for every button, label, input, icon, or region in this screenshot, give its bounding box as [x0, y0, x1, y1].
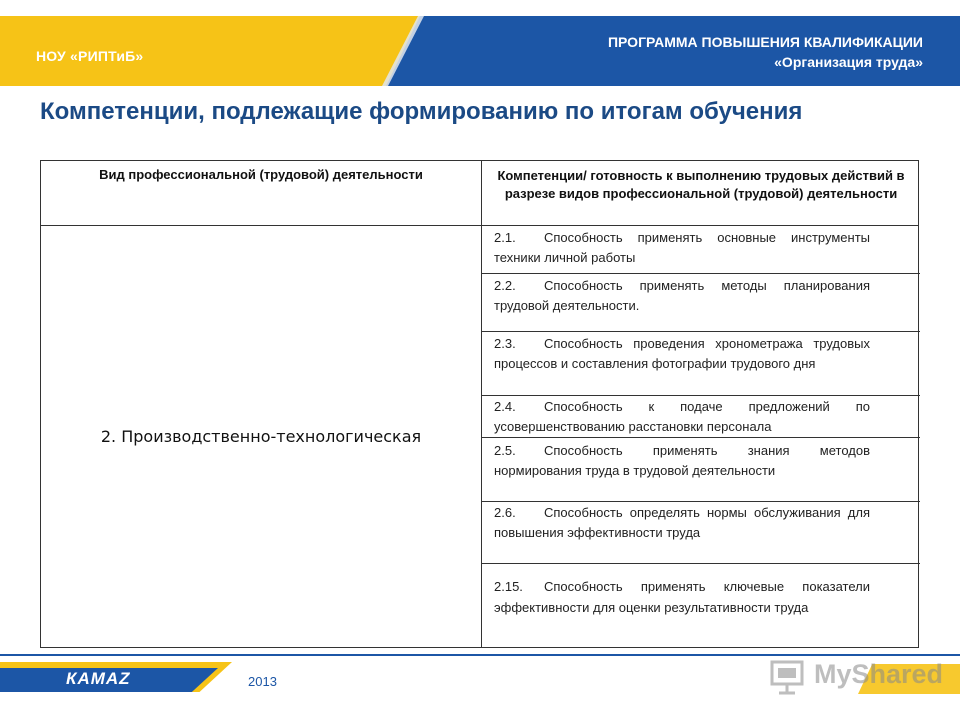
competency-number: 2.3. [494, 336, 516, 351]
header-blue-band [386, 16, 960, 86]
competency-number: 2.6. [494, 505, 516, 520]
competency-text: Способность к подаче предложений по усовершенствованию расстановки персонала [494, 399, 870, 434]
competency-text: Способность применять методы планирования трудовой деятельности. [494, 278, 870, 313]
competency-item [494, 441, 870, 481]
row-divider [481, 395, 920, 396]
presentation-icon [768, 656, 810, 696]
column-header-activity: Вид профессиональной (трудовой) деятельности [99, 167, 423, 182]
competency-item [494, 334, 870, 374]
header-row-divider [41, 225, 918, 226]
competency-item [494, 397, 870, 437]
watermark [768, 656, 944, 696]
row-divider [481, 501, 920, 502]
competency-item [494, 576, 870, 618]
competency-item [494, 228, 870, 268]
competency-item [494, 503, 870, 543]
org-name: НОУ «РИПТиБ» [36, 48, 144, 64]
program-title: ПРОГРАММА ПОВЫШЕНИЯ КВАЛИФИКАЦИИ [607, 34, 923, 50]
competency-item [494, 276, 870, 316]
competency-number: 2.5. [494, 443, 516, 458]
competency-text: Способность применять ключевые показатели эффективности для оценки результативности труда [494, 579, 870, 615]
column-header-competencies: Компетенции/ готовность к выполнению трудовых действий в разрезе видов профессиональной (трудовой) деятельности [497, 168, 905, 201]
page-title: Компетенции, подлежащие формированию по итогам обучения [40, 98, 803, 125]
competency-number: 2.1. [494, 230, 516, 245]
row-divider [481, 273, 920, 274]
row-divider [481, 331, 920, 332]
competency-number: 2.15. [494, 579, 523, 594]
competency-text: Способность определять нормы обслуживания для повышения эффективности труда [494, 505, 870, 540]
competency-text: Способность применять основные инструменты техники личной работы [494, 230, 870, 265]
footer-year: 2013 [248, 674, 277, 689]
competency-number: 2.4. [494, 399, 516, 414]
activity-type-cell: 2. Производственно-технологическая [100, 427, 422, 446]
column-divider [481, 161, 482, 647]
kamaz-logo: КАМАZ [66, 669, 131, 688]
watermark-text: MyShared [814, 659, 944, 689]
competency-text: Способность проведения хронометража трудовых процессов и составления фотографии трудового дня [494, 336, 870, 371]
competency-number: 2.2. [494, 278, 516, 293]
row-divider [481, 563, 920, 564]
program-subtitle: «Организация труда» [774, 54, 923, 70]
row-divider [481, 437, 920, 438]
competency-text: Способность применять знания методов нормирования труда в трудовой деятельности [494, 443, 870, 478]
